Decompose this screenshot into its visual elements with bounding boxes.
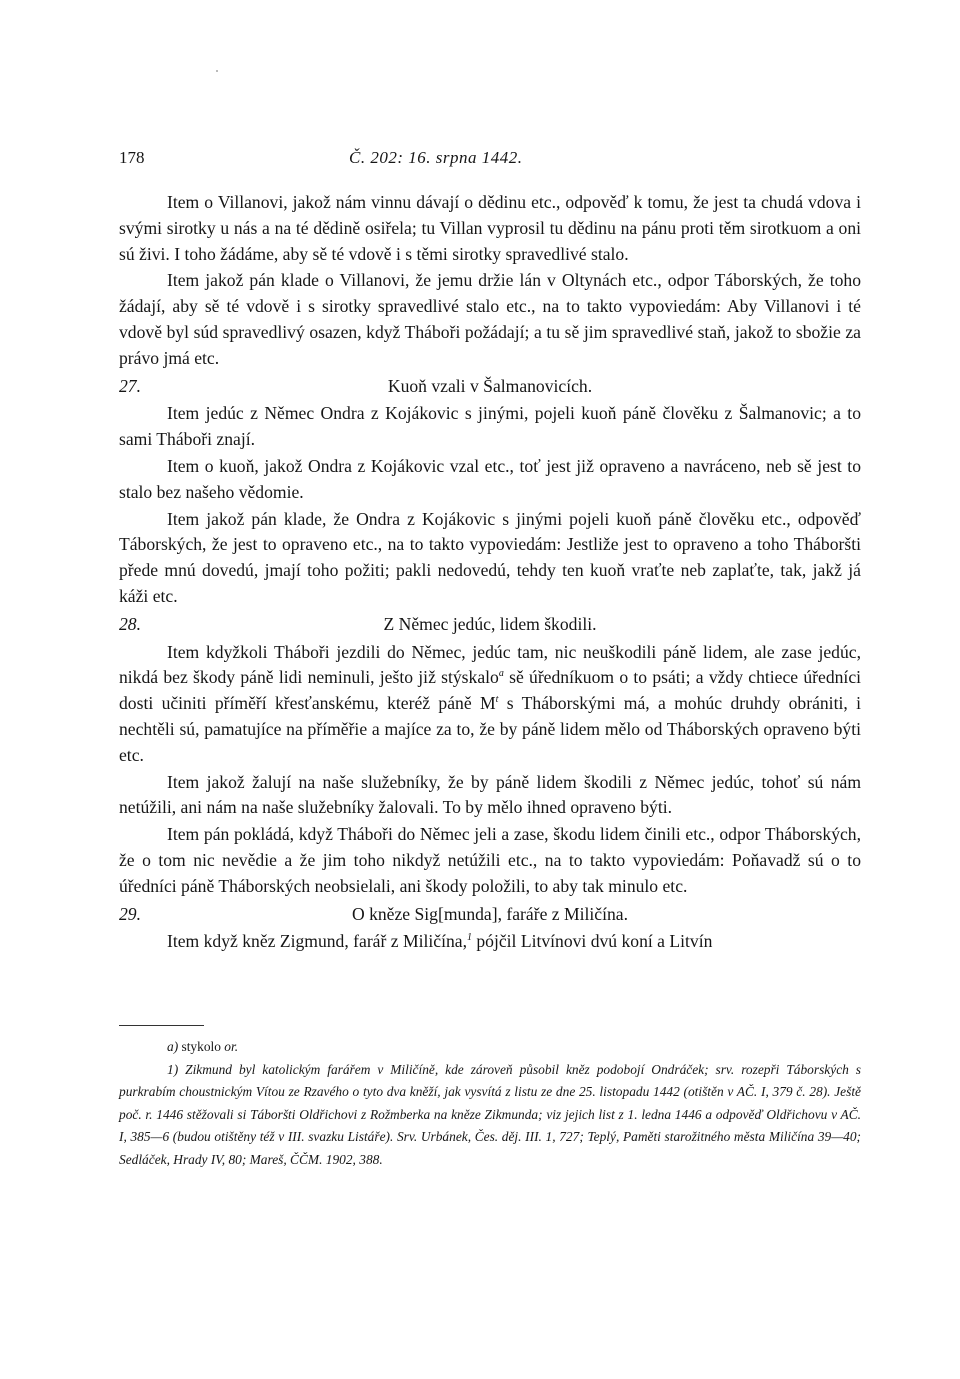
section-number: 28. [119, 613, 141, 634]
section-title: O kněze Sig[munda], faráře z Miličína. [351, 903, 628, 924]
main-text [119, 190, 861, 955]
footnote-1: 1) Zikmund byl katolickým farářem v Miličíně, kde zároveň působil kněz podobojí Ondráček; srv. rozepři Táborských s purkrabím choustnickým Vítou ze Rzavého o tyto dva kněží, jak vysvítá z listu ze dne 25. listopadu 1442 (otištěn v AČ. I, 379 č. 28). Ještě poč. r. 1446 stěžovali si Táboršti Oldřichovi z Rožmberka na kněze Zikmunda; viz jejich list z 1. ledna 1446 a odpověď Oldřichovu v AČ. I, 385—6 (budou otištěny též v III. svazku Listáře). Srv. Urbánek, Čes. děj. III. 1, 727; Teplý, Paměti starožitného města Miličína 39—40; Sedláček, Hrady IV, 80; Mareš, ČČM. 1902, 388. [119, 1061, 861, 1167]
paragraph: Item jakož pán klade, že Ondra z Kojákovic s jinými pojeli kuoň páně člověku etc., odpověď Táborských, že jest to opraveno etc., na to takto vypoviedám: Jestliže jest to opraveno a toho Tháboršti přede mnú dovedú, jmají toho požiti; pakli nedovedú, tehdy ten kuoň vraťte neb zaplaťte, tak, jakž já káži etc. [119, 508, 861, 606]
footnote-text: or. [224, 1039, 239, 1054]
scan-speck [216, 70, 218, 72]
paragraph: Item jakož pán klade o Villanovi, že jemu držie lán v Oltynách etc., odpor Táborských, že toho žádají, aby sě té vdově i s sirotky spravedlivé stalo etc., na to takto vypoviedám: Aby Villanovi i té vdově byl súd spravedlivý osazen, když Tháboři požádají; a tu sě jim spravedlivé staň, jakož to sbožie za právo jmá etc. [119, 270, 861, 368]
section-heading-28 [119, 612, 861, 638]
footnote-mark: a [498, 668, 504, 680]
page-number: 178 [119, 148, 145, 167]
paragraph-text: sě úředníkuom o to psáti; a vždy chtiece úředníci dosti učiniti příměří křesťanskému, kteréž páně M [119, 667, 862, 714]
section-title: Z Němec jedúc, lidem škodili. [383, 613, 597, 634]
paragraph-text: Item kdyžkoli Tháboři jezdili do Němec, jedúc tam, nic neuškodili páně lidem, ale zase jedúc, nikdá bez škody páně lidi neminuli, ješto již stýskalo [119, 641, 861, 688]
footnote-label: a) [167, 1039, 179, 1054]
footnote-text: stykolo [178, 1039, 225, 1054]
footnotes [119, 1036, 861, 1172]
paragraph: Item o kuoň, jakož Ondra z Kojákovic vzal etc., toť jest již opraveno a navráceno, neb sě jest to stalo bez našeho vědomie. [119, 455, 861, 502]
section-title: Kuoň vzali v Šalmanovicích. [387, 375, 593, 396]
section-number: 29. [119, 903, 141, 924]
footnote-mark: 1 [466, 932, 472, 944]
paragraph [119, 929, 861, 955]
paragraph: Item jakož žalují na naše služebníky, že by páně lidem škodili z Němec jedúc, tohoť sú nám netúžili, ani nám na naše služebníky žalovali. To by mělo ihned opraveno býti. [119, 771, 861, 818]
running-title: Č. 202: 16. srpna 1442. [349, 148, 523, 167]
paragraph-text: s Tháborskými má, a mohúc druhdy obrániti, i nechtěli sú, pamatujíce na příměřie a majíce za to, že by páně lidem mělo od Tháborských opraveno býti etc. [119, 693, 861, 765]
abbreviation-superscript: t [495, 694, 499, 706]
paragraph: Item pán pokládá, když Tháboři do Němec jeli a zase, škodu lidem činili etc., odpor Tháborských, že o tom nic nevědie a že jim toho nikdyž netúžili etc., na to takto vypoviedám: Poňavadž sú o to úředníci páně Tháborských neobsielali, ani škody položili, to aby tak minulo etc. [119, 824, 861, 896]
paragraph-text: Item když kněz Zigmund, farář z Miličína, [167, 931, 467, 952]
footnote-a [119, 1036, 861, 1059]
footnote-rule [119, 1025, 204, 1026]
paragraph [119, 640, 861, 769]
section-number: 27. [119, 375, 141, 396]
section-heading-27 [119, 374, 861, 400]
running-head [119, 148, 861, 174]
paragraph: Item jedúc z Němec Ondra z Kojákovic s jinými, pojeli kuoň páně člověku z Šalmanovic; a to sami Tháboři znají. [119, 403, 861, 450]
paragraph: Item o Villanovi, jakož nám vinnu dávají o dědinu etc., odpověď k tomu, že jest ta chudá vdova i svými sirotky u nás a na té dědině osiřela; tu Villan vyprosil tu dědinu na pánu proti těm sirotkuom a oni sú živi. I toho žádáme, aby sě té vdově i s těmi sirotky spravedlivé stalo. [119, 192, 861, 264]
paragraph-text: pójčil Litvínovi dvú koní a Litvín [471, 931, 713, 952]
section-heading-29 [119, 902, 861, 928]
